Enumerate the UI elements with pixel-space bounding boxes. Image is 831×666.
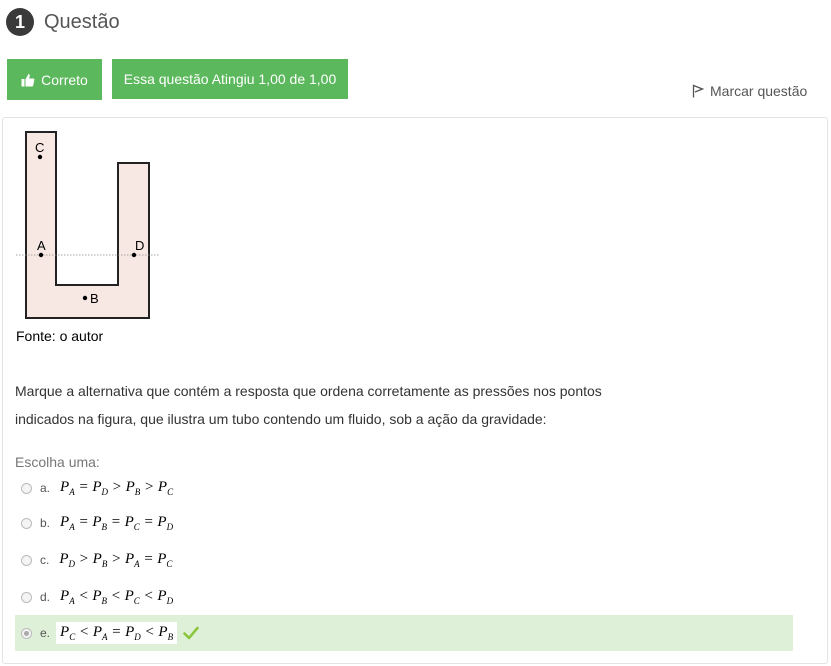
question-number-badge: 1 [6,8,34,36]
option-formula: $P_A = P_B = P_C = P_D$ [60,514,174,532]
answer-option-a[interactable] [15,470,793,506]
option-formula: $P_C < P_A = P_D < P_B$ [56,622,177,644]
correct-status-label: Correto [41,71,88,88]
option-letter: e. [40,626,51,640]
question-text-line-1: Marque a alternativa que contém a resposta que ordena corretamente as pressões nos pontos [15,383,602,399]
radio-button-selected[interactable] [21,628,32,639]
flag-question-link[interactable] [692,83,807,99]
correct-status-badge [7,59,102,100]
question-text-line-2: indicados na figura, que ilustra um tubo contendo um fluido, sob a ação da gravidade: [15,411,547,427]
option-formula: $P_D > P_B > P_A = P_C$ [59,551,173,569]
point-label-d: D [135,238,145,253]
point-label-c: C [35,140,45,155]
flag-icon [692,84,704,98]
radio-button[interactable] [21,555,32,566]
grade-status-label: Essa questão Atingiu 1,00 de 1,00 [123,71,337,87]
figure-caption: Fonte: o autor [16,328,104,344]
option-letter: a. [40,481,51,495]
question-header [6,8,120,36]
point-label-a: A [37,238,46,253]
thumbs-up-icon [21,73,35,87]
radio-button[interactable] [21,518,32,529]
grade-status-badge [112,59,348,99]
checkmark-icon [183,626,199,640]
answer-option-e[interactable] [15,615,793,651]
option-letter: c. [40,553,50,567]
question-title: Questão [44,10,120,33]
flag-question-label: Marcar questão [710,83,808,99]
option-letter: b. [40,516,51,530]
radio-selected-dot [24,631,29,636]
u-tube-figure [14,128,164,329]
radio-button[interactable] [21,483,32,494]
choose-one-label: Escolha uma: [15,454,100,470]
option-formula: $P_A = P_D > P_B > P_C$ [60,479,174,497]
option-letter: d. [40,590,51,604]
answer-option-b[interactable] [15,505,793,541]
point-label-b: B [90,291,99,306]
option-formula: $P_A < P_B < P_C < P_D$ [60,588,174,606]
answer-option-c[interactable] [15,542,793,578]
answer-option-d[interactable] [15,579,793,615]
radio-button[interactable] [21,592,32,603]
